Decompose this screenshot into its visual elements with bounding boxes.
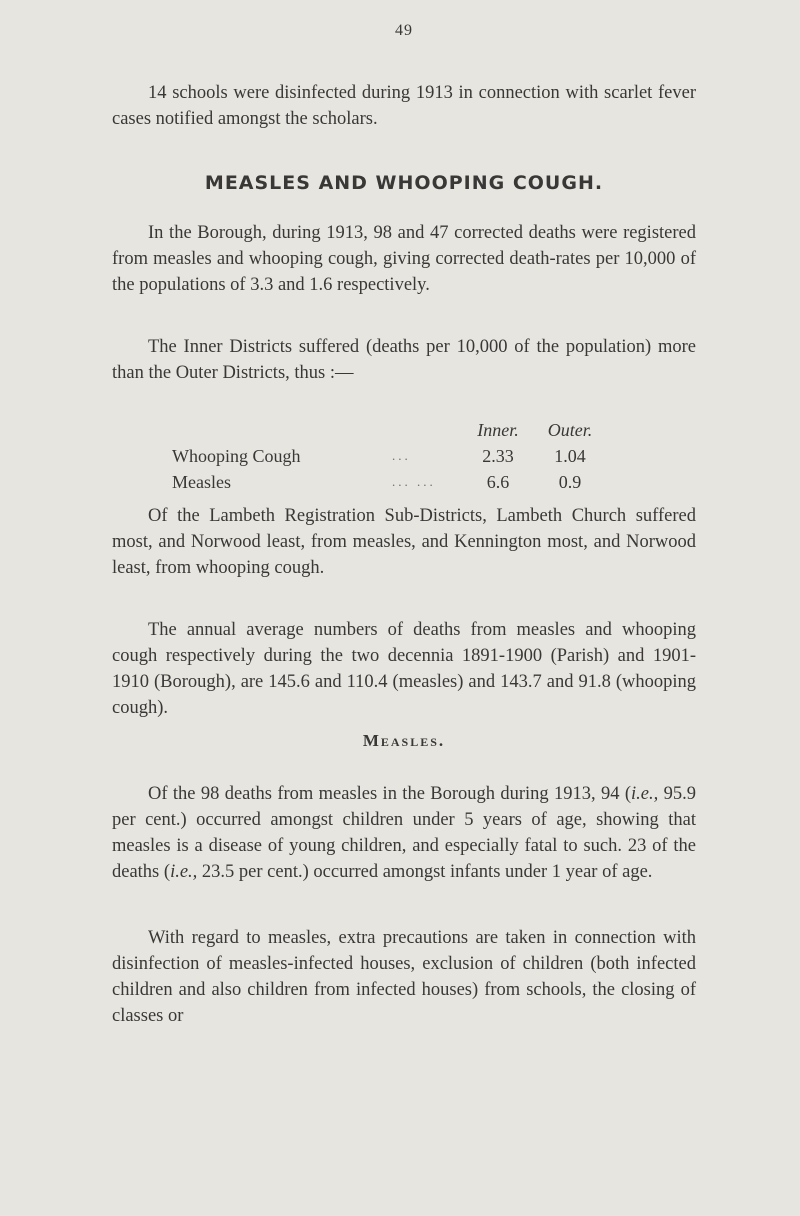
row-leader-dots: ... ... — [392, 474, 436, 489]
paragraph-lambeth-subdistricts: Of the Lambeth Registration Sub-Districts, Lambeth Church suffered most, and Norwood least, from measles, and Kennington most, and Norwood least, from whooping cough. — [112, 506, 696, 578]
subheading-measles: Measles. — [362, 731, 446, 750]
measles-text-part-1: Of the 98 deaths from measles in the Borough during 1913, 94 ( — [148, 784, 632, 804]
ie-abbreviation: i.e., — [170, 862, 198, 882]
row-label: Whooping Cough — [172, 445, 301, 466]
paragraph-measles-precautions: With regard to measles, extra precautions are taken in connection with disinfection of measles-infected houses, exclusion of children (both infected children and also children from infected houses) from schools, the closing of classes or — [112, 928, 696, 1026]
measles-text-part-2: 95.9 per cent.) occurred amongst children under 5 years of age, showing that measles is a disease of young children, and especially fatal to such. 23 of the deaths ( — [112, 784, 697, 882]
row-outer-value: 1.04 — [554, 445, 586, 466]
document-page — [112, 0, 696, 1216]
row-leader-dots: ... — [392, 448, 411, 463]
row-inner-value: 2.33 — [482, 445, 514, 466]
table-row — [172, 443, 606, 469]
row-outer-value: 0.9 — [558, 471, 582, 492]
header-outer: Outer. — [547, 419, 593, 440]
death-rates-table — [172, 417, 606, 495]
section-heading-measles-whooping-cough: MEASLES AND WHOOPING COUGH. — [204, 172, 604, 194]
paragraph-measles-deaths — [112, 781, 696, 885]
row-label: Measles — [172, 471, 231, 492]
paragraph-inner-districts: The Inner Districts suffered (deaths per 10,000 of the population) more than the Outer Districts, thus :— — [112, 337, 696, 383]
paragraph-borough-death-rates: In the Borough, during 1913, 98 and 47 corrected deaths were registered from measles and whooping cough, giving corrected death-rates per 10,000 of the populations of 3.3 and 1.6 respectively. — [112, 223, 696, 295]
paragraph-schools-disinfected: 14 schools were disinfected during 1913 in connection with scarlet fever cases notified amongst the scholars. — [112, 83, 696, 129]
table-header-row — [172, 417, 606, 443]
paragraph-annual-averages: The annual average numbers of deaths from measles and whooping cough respectively during the two decennia 1891-1900 (Parish) and 1901-1910 (Borough), are 145.6 and 110.4 (measles) and 143.7 and 91.8 (whooping cough). — [112, 620, 696, 718]
measles-text-part-3: 23.5 per cent.) occurred amongst infants under 1 year of age. — [197, 862, 653, 882]
row-inner-value: 6.6 — [486, 471, 510, 492]
ie-abbreviation: i.e., — [631, 784, 659, 804]
table-row — [172, 469, 606, 495]
header-inner: Inner. — [477, 419, 519, 440]
page-number: 49 — [395, 22, 413, 39]
